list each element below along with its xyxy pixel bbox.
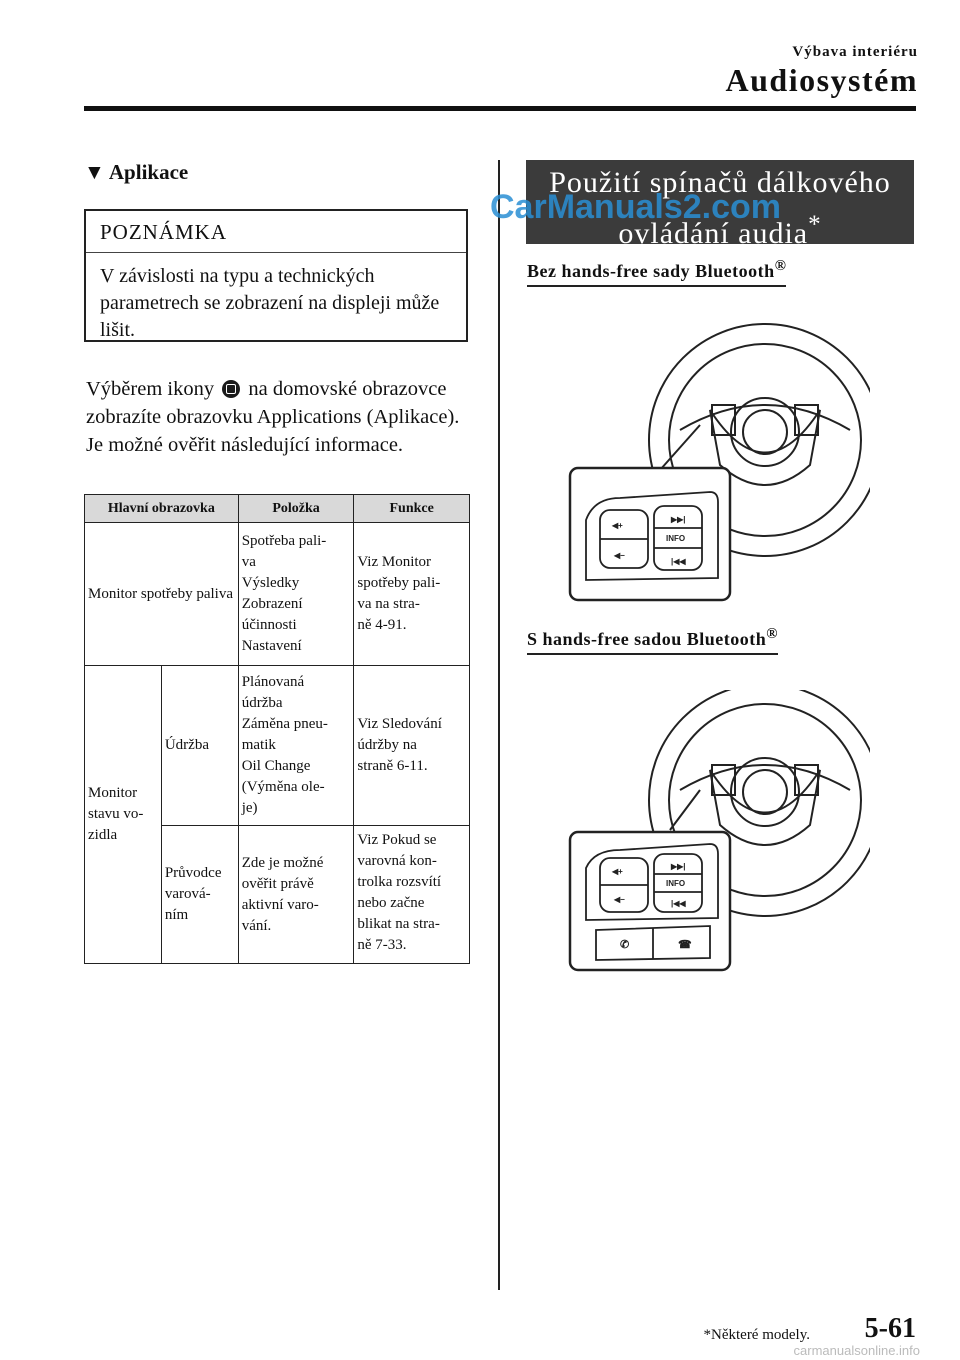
subheading-with-bluetooth	[527, 626, 778, 655]
section-heading	[84, 160, 188, 185]
registered-mark: ®	[766, 626, 778, 642]
table-row	[85, 666, 470, 826]
page-number: 5-61	[864, 1313, 916, 1344]
cell-warning-function: Viz Pokud se varovná kon- trolka rozsvítí nebo začne blikat na stra- ně 7-33.	[354, 826, 470, 964]
registered-mark: ®	[774, 258, 787, 274]
cell-maintenance-label: Údržba	[161, 666, 238, 826]
banner-line-2-text: ovládání audia	[618, 217, 809, 250]
header-function: Funkce	[354, 495, 470, 523]
subheading-without-bluetooth	[527, 258, 786, 287]
note-header	[86, 211, 466, 253]
cell-warning-items: Zde je možné ověřit právě aktivní varo- vání.	[238, 826, 354, 964]
subheading-text: S hands-free sadou Bluetooth	[527, 629, 767, 649]
svg-text:|◀◀: |◀◀	[671, 557, 686, 566]
cell-maintenance-function: Viz Sledování údržby na straně 6-11.	[354, 666, 470, 826]
info-button-label: INFO	[666, 534, 686, 543]
cell-vehicle-status: Monitor stavu vo- zidla	[85, 666, 162, 964]
table-row	[85, 523, 470, 666]
svg-text:◀+: ◀+	[612, 521, 623, 530]
subheading-text: Bez hands-free sady Bluetooth	[527, 261, 775, 281]
svg-text:◀−: ◀−	[614, 895, 625, 904]
note-text: V závislosti na typu a technických parametrech se zobrazení na displeji může lišit.	[100, 265, 440, 341]
note-box	[84, 209, 468, 342]
column-divider	[498, 160, 500, 1290]
cell-fuel-monitor: Monitor spotřeby paliva	[85, 523, 239, 666]
header-main-screen: Hlavní obrazovka	[85, 495, 239, 523]
cell-fuel-function: Viz Monitor spotřeby pali- va na stra- ně 4-91.	[354, 523, 470, 666]
svg-text:|◀◀: |◀◀	[671, 899, 686, 908]
body-paragraph	[86, 375, 471, 459]
cell-warning-label: Průvodce varová- ním	[161, 826, 238, 964]
header-item: Položka	[238, 495, 354, 523]
chapter-subtitle: Výbava interiéru	[792, 44, 918, 60]
svg-text:▶▶|: ▶▶|	[671, 515, 686, 524]
body-text-start: Výběrem ikony	[86, 378, 215, 400]
note-heading: POZNÁMKA	[100, 220, 228, 244]
banner-line-1: Použití spínačů dálkového	[549, 166, 891, 199]
section-title: Aplikace	[108, 160, 189, 184]
footnote: *Některé modely.	[703, 1327, 810, 1343]
info-button-label: INFO	[666, 879, 686, 888]
banner-star: *	[808, 211, 822, 238]
svg-text:◀−: ◀−	[614, 551, 625, 560]
watermark-logo: CarManuals2.com	[490, 188, 781, 226]
table-header-row	[85, 495, 470, 523]
applications-table	[84, 494, 470, 964]
svg-text:◀+: ◀+	[612, 867, 623, 876]
section-marker-icon: ▼	[84, 160, 105, 184]
svg-text:☎: ☎	[678, 939, 692, 951]
chapter-title: Audiosystém	[725, 62, 918, 98]
svg-text:✆: ✆	[620, 939, 630, 951]
header-rule	[84, 106, 916, 111]
svg-text:▶▶|: ▶▶|	[671, 862, 686, 871]
steering-wheel-diagram-bluetooth	[560, 690, 870, 980]
cell-fuel-items: Spotřeba pali- va Výsledky Zobrazení účinnosti Nastavení	[238, 523, 354, 666]
site-watermark: carmanualsonline.info	[793, 1343, 920, 1358]
cell-maintenance-items: Plánovaná údržba Záměna pneu- matik Oil Change (Výměna ole- je)	[238, 666, 354, 826]
applications-icon	[222, 380, 240, 398]
steering-wheel-diagram-basic	[560, 320, 870, 610]
body-text-end: na domovské obrazovce zobrazíte obrazovku Applications (Aplikace). Je možné ověřit následující informace.	[86, 378, 460, 456]
